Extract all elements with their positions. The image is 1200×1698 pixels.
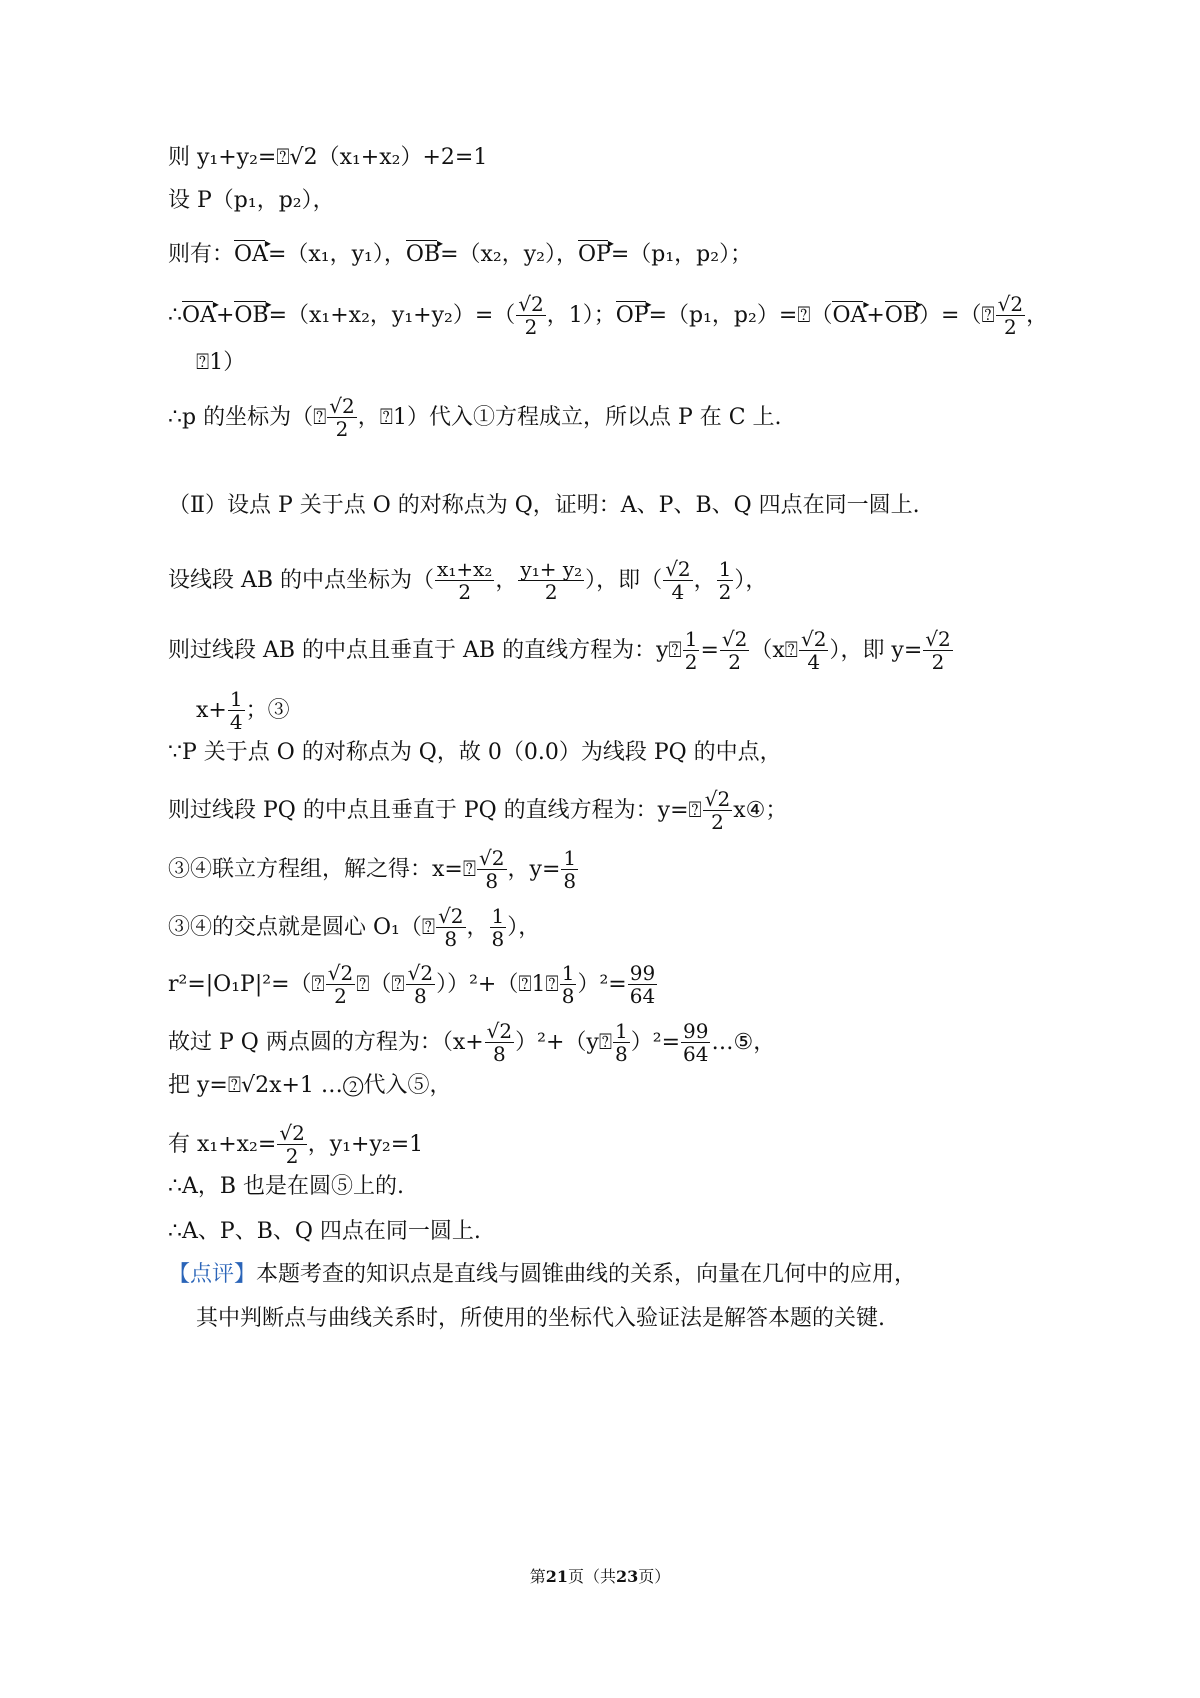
text: =（p₁，p₂）=⍰（ <box>648 302 833 328</box>
text: （Ⅱ）设点 P 关于点 O 的对称点为 Q，证明：A、P、B、Q 四点在同一圆上. <box>168 493 920 518</box>
text: ， <box>1026 302 1049 328</box>
numerator: 1 <box>718 557 732 581</box>
line-13 <box>168 847 579 892</box>
text: ）， <box>734 567 768 593</box>
footer-suffix: 页） <box>638 1567 671 1586</box>
text: 设线段 AB 的中点坐标为（ <box>168 567 435 593</box>
numerator: √2 <box>665 557 691 581</box>
review-tag: 【点评】 <box>168 1262 257 1287</box>
line-8 <box>168 558 767 603</box>
line-20 <box>168 1219 481 1245</box>
text: ，y₁+y₂=1 <box>307 1131 424 1157</box>
text: 则过线段 PQ 的中点且垂直于 PQ 的直线方程为：y=⍰ <box>168 797 702 823</box>
fraction <box>485 1020 514 1065</box>
text: ，1）； <box>546 302 616 328</box>
line-14 <box>168 905 540 950</box>
numerator: x₁+x₂ <box>437 557 493 581</box>
text: ∴p 的坐标为（⍰ <box>168 404 327 430</box>
numerator: √2 <box>518 292 544 316</box>
numerator: 99 <box>629 961 656 985</box>
text: 设 P（p₁，p₂）， <box>168 188 335 213</box>
footer-prefix: 第 <box>529 1567 546 1586</box>
text: 本题考查的知识点是直线与圆锥曲线的关系，向量在几何中的应用， <box>256 1262 917 1287</box>
text: ∴A、P、B、Q 四点在同一圆上. <box>168 1219 481 1244</box>
denominator: 8 <box>493 1042 506 1066</box>
numerator: √2 <box>327 961 354 985</box>
numerator: 99 <box>683 1019 709 1043</box>
numerator: √2 <box>925 627 951 651</box>
numerator: 1 <box>615 1019 628 1043</box>
numerator: 1 <box>561 961 575 985</box>
denominator: 4 <box>229 710 243 734</box>
vector-ob: OB ▸ <box>234 299 268 329</box>
denominator: 4 <box>807 650 821 674</box>
page-total: 23 <box>616 1567 639 1586</box>
fraction <box>996 293 1025 338</box>
text: 则过线段 AB 的中点且垂直于 AB 的直线方程为：y⍰ <box>168 637 682 663</box>
vector-oa: OA ▸ <box>832 299 866 329</box>
numerator: √2 <box>407 961 434 985</box>
numerator: y₁+ y₂ <box>520 557 583 581</box>
text: x④； <box>733 797 788 823</box>
text: =（p₁，p₂）； <box>610 242 753 267</box>
fraction <box>518 558 584 603</box>
denominator: 2 <box>334 984 347 1008</box>
denominator: 2 <box>931 650 945 674</box>
text: ③④的交点就是圆心 O₁（⍰ <box>168 914 436 940</box>
denominator: 2 <box>335 417 349 441</box>
line-10 <box>196 688 290 733</box>
line-1 <box>168 145 487 171</box>
denominator: 2 <box>711 810 724 834</box>
vector-ob: OB ▸ <box>885 299 919 329</box>
denominator: 8 <box>444 927 458 951</box>
text: …⑤， <box>711 1029 776 1055</box>
line-11 <box>168 740 782 766</box>
numerator: √2 <box>704 787 731 811</box>
fraction <box>327 395 356 440</box>
fraction <box>326 962 355 1007</box>
numerator: √2 <box>329 394 355 418</box>
vector-oa: OA ▸ <box>182 299 216 329</box>
text: ， <box>693 567 716 593</box>
numerator: 1 <box>229 687 243 711</box>
text: ），即 y= <box>829 637 923 663</box>
denominator: 4 <box>671 580 685 604</box>
numerator: √2 <box>479 846 505 870</box>
text: ∵P 关于点 O 的对称点为 Q，故 0（0.0）为线段 PQ 的中点， <box>168 740 782 765</box>
text: = <box>700 637 719 663</box>
fraction <box>516 293 545 338</box>
fraction <box>477 847 506 892</box>
vector-op: OP ▸ <box>616 299 649 329</box>
fraction <box>681 1020 710 1065</box>
fraction <box>490 905 507 950</box>
denominator: 2 <box>458 580 472 604</box>
page-number: 21 <box>545 1567 568 1586</box>
line-9 <box>168 628 954 673</box>
text: ， <box>495 567 518 593</box>
fraction <box>406 962 435 1007</box>
denominator: 8 <box>563 869 577 893</box>
vector-ob: OB ▸ <box>406 238 440 268</box>
footer-mid: 页（共 <box>567 1567 616 1586</box>
text: （x⍰ <box>750 637 798 663</box>
line-22 <box>196 1306 885 1332</box>
text: ），即（ <box>585 567 663 593</box>
vector-oa: OA ▸ <box>234 238 268 268</box>
text: ）=（⍰ <box>919 302 995 328</box>
line-16 <box>168 1020 775 1065</box>
page-footer <box>0 1567 1200 1587</box>
denominator: 2 <box>285 1144 299 1168</box>
text: 则有： <box>168 242 235 267</box>
text: =（x₁，y₁）， <box>267 242 406 267</box>
vector-op: OP ▸ <box>578 238 611 268</box>
denominator: 8 <box>491 927 505 951</box>
fraction <box>703 788 732 833</box>
text: =（x₂，y₂）， <box>440 242 578 267</box>
line-4 <box>168 293 1048 338</box>
numerator: 1 <box>684 627 698 651</box>
numerator: √2 <box>486 1019 513 1043</box>
line-7 <box>168 493 920 519</box>
text: ）²= <box>577 971 627 997</box>
denominator: 64 <box>629 984 656 1008</box>
line-12 <box>168 788 787 833</box>
line-2 <box>168 188 335 214</box>
numerator: √2 <box>721 627 748 651</box>
fraction <box>435 558 494 603</box>
text: ⍰1） <box>196 350 246 375</box>
text: ））²+（⍰1⍰ <box>436 971 559 997</box>
numerator: 1 <box>491 904 505 928</box>
fraction <box>613 1020 630 1065</box>
text: r²=|O₁P|²=（⍰ <box>168 971 325 997</box>
denominator: 2 <box>684 650 698 674</box>
numerator: 1 <box>563 846 577 870</box>
text: ，y= <box>507 856 561 882</box>
text: ③④联立方程组，解之得：x=⍰ <box>168 856 477 882</box>
line-5 <box>196 350 245 376</box>
numerator: √2 <box>438 904 464 928</box>
denominator: 8 <box>413 984 427 1008</box>
denominator: 8 <box>485 869 499 893</box>
text: =（x₁+x₂，y₁+y₂）=（ <box>268 302 516 328</box>
line-17 <box>168 1073 451 1099</box>
text: 有 x₁+x₂= <box>168 1131 277 1157</box>
text: ）²= <box>630 1029 681 1055</box>
line-6 <box>168 395 782 440</box>
fraction <box>277 1122 306 1167</box>
denominator: 2 <box>524 315 538 339</box>
line-18 <box>168 1122 423 1167</box>
text: ；③ <box>245 697 290 723</box>
text: 其中判断点与曲线关系时，所使用的坐标代入验证法是解答本题的关键. <box>196 1306 885 1331</box>
fraction <box>683 628 700 673</box>
denominator: 64 <box>683 1042 709 1066</box>
fraction <box>628 962 657 1007</box>
denominator: 2 <box>1004 315 1017 339</box>
text: 把 y=⍰√2x+1 …②代入⑤， <box>168 1073 452 1098</box>
line-21 <box>168 1262 916 1288</box>
fraction <box>923 628 952 673</box>
numerator: √2 <box>800 627 827 651</box>
denominator: 8 <box>615 1042 628 1066</box>
line-19 <box>168 1174 404 1200</box>
line-15 <box>168 962 658 1007</box>
text: ）²+（y⍰ <box>515 1029 613 1055</box>
text: x+ <box>196 697 227 723</box>
line-3 <box>168 238 752 268</box>
denominator: 2 <box>544 580 558 604</box>
text: ∴A，B 也是在圆⑤上的. <box>168 1174 405 1199</box>
text: ， <box>466 914 489 940</box>
fraction <box>560 962 577 1007</box>
numerator: √2 <box>997 292 1024 316</box>
fraction <box>663 558 692 603</box>
text: ，⍰1）代入①方程成立，所以点 P 在 C 上. <box>357 404 782 430</box>
text: 故过 P Q 两点圆的方程为：（x+ <box>168 1029 484 1055</box>
denominator: 2 <box>718 580 732 604</box>
text: ∴ <box>168 302 182 328</box>
denominator: 8 <box>561 984 575 1008</box>
fraction <box>720 628 749 673</box>
text: + <box>866 302 885 328</box>
text: ）， <box>507 914 541 940</box>
fraction <box>717 558 734 603</box>
numerator: √2 <box>279 1121 305 1145</box>
fraction <box>228 688 245 733</box>
fraction <box>561 847 578 892</box>
fraction <box>436 905 465 950</box>
fraction <box>799 628 828 673</box>
text: ⍰（⍰ <box>356 971 405 997</box>
denominator: 2 <box>728 650 741 674</box>
text: + <box>215 302 235 328</box>
text: 则 y₁+y₂=⍰√2（x₁+x₂）+2=1 <box>168 145 488 170</box>
